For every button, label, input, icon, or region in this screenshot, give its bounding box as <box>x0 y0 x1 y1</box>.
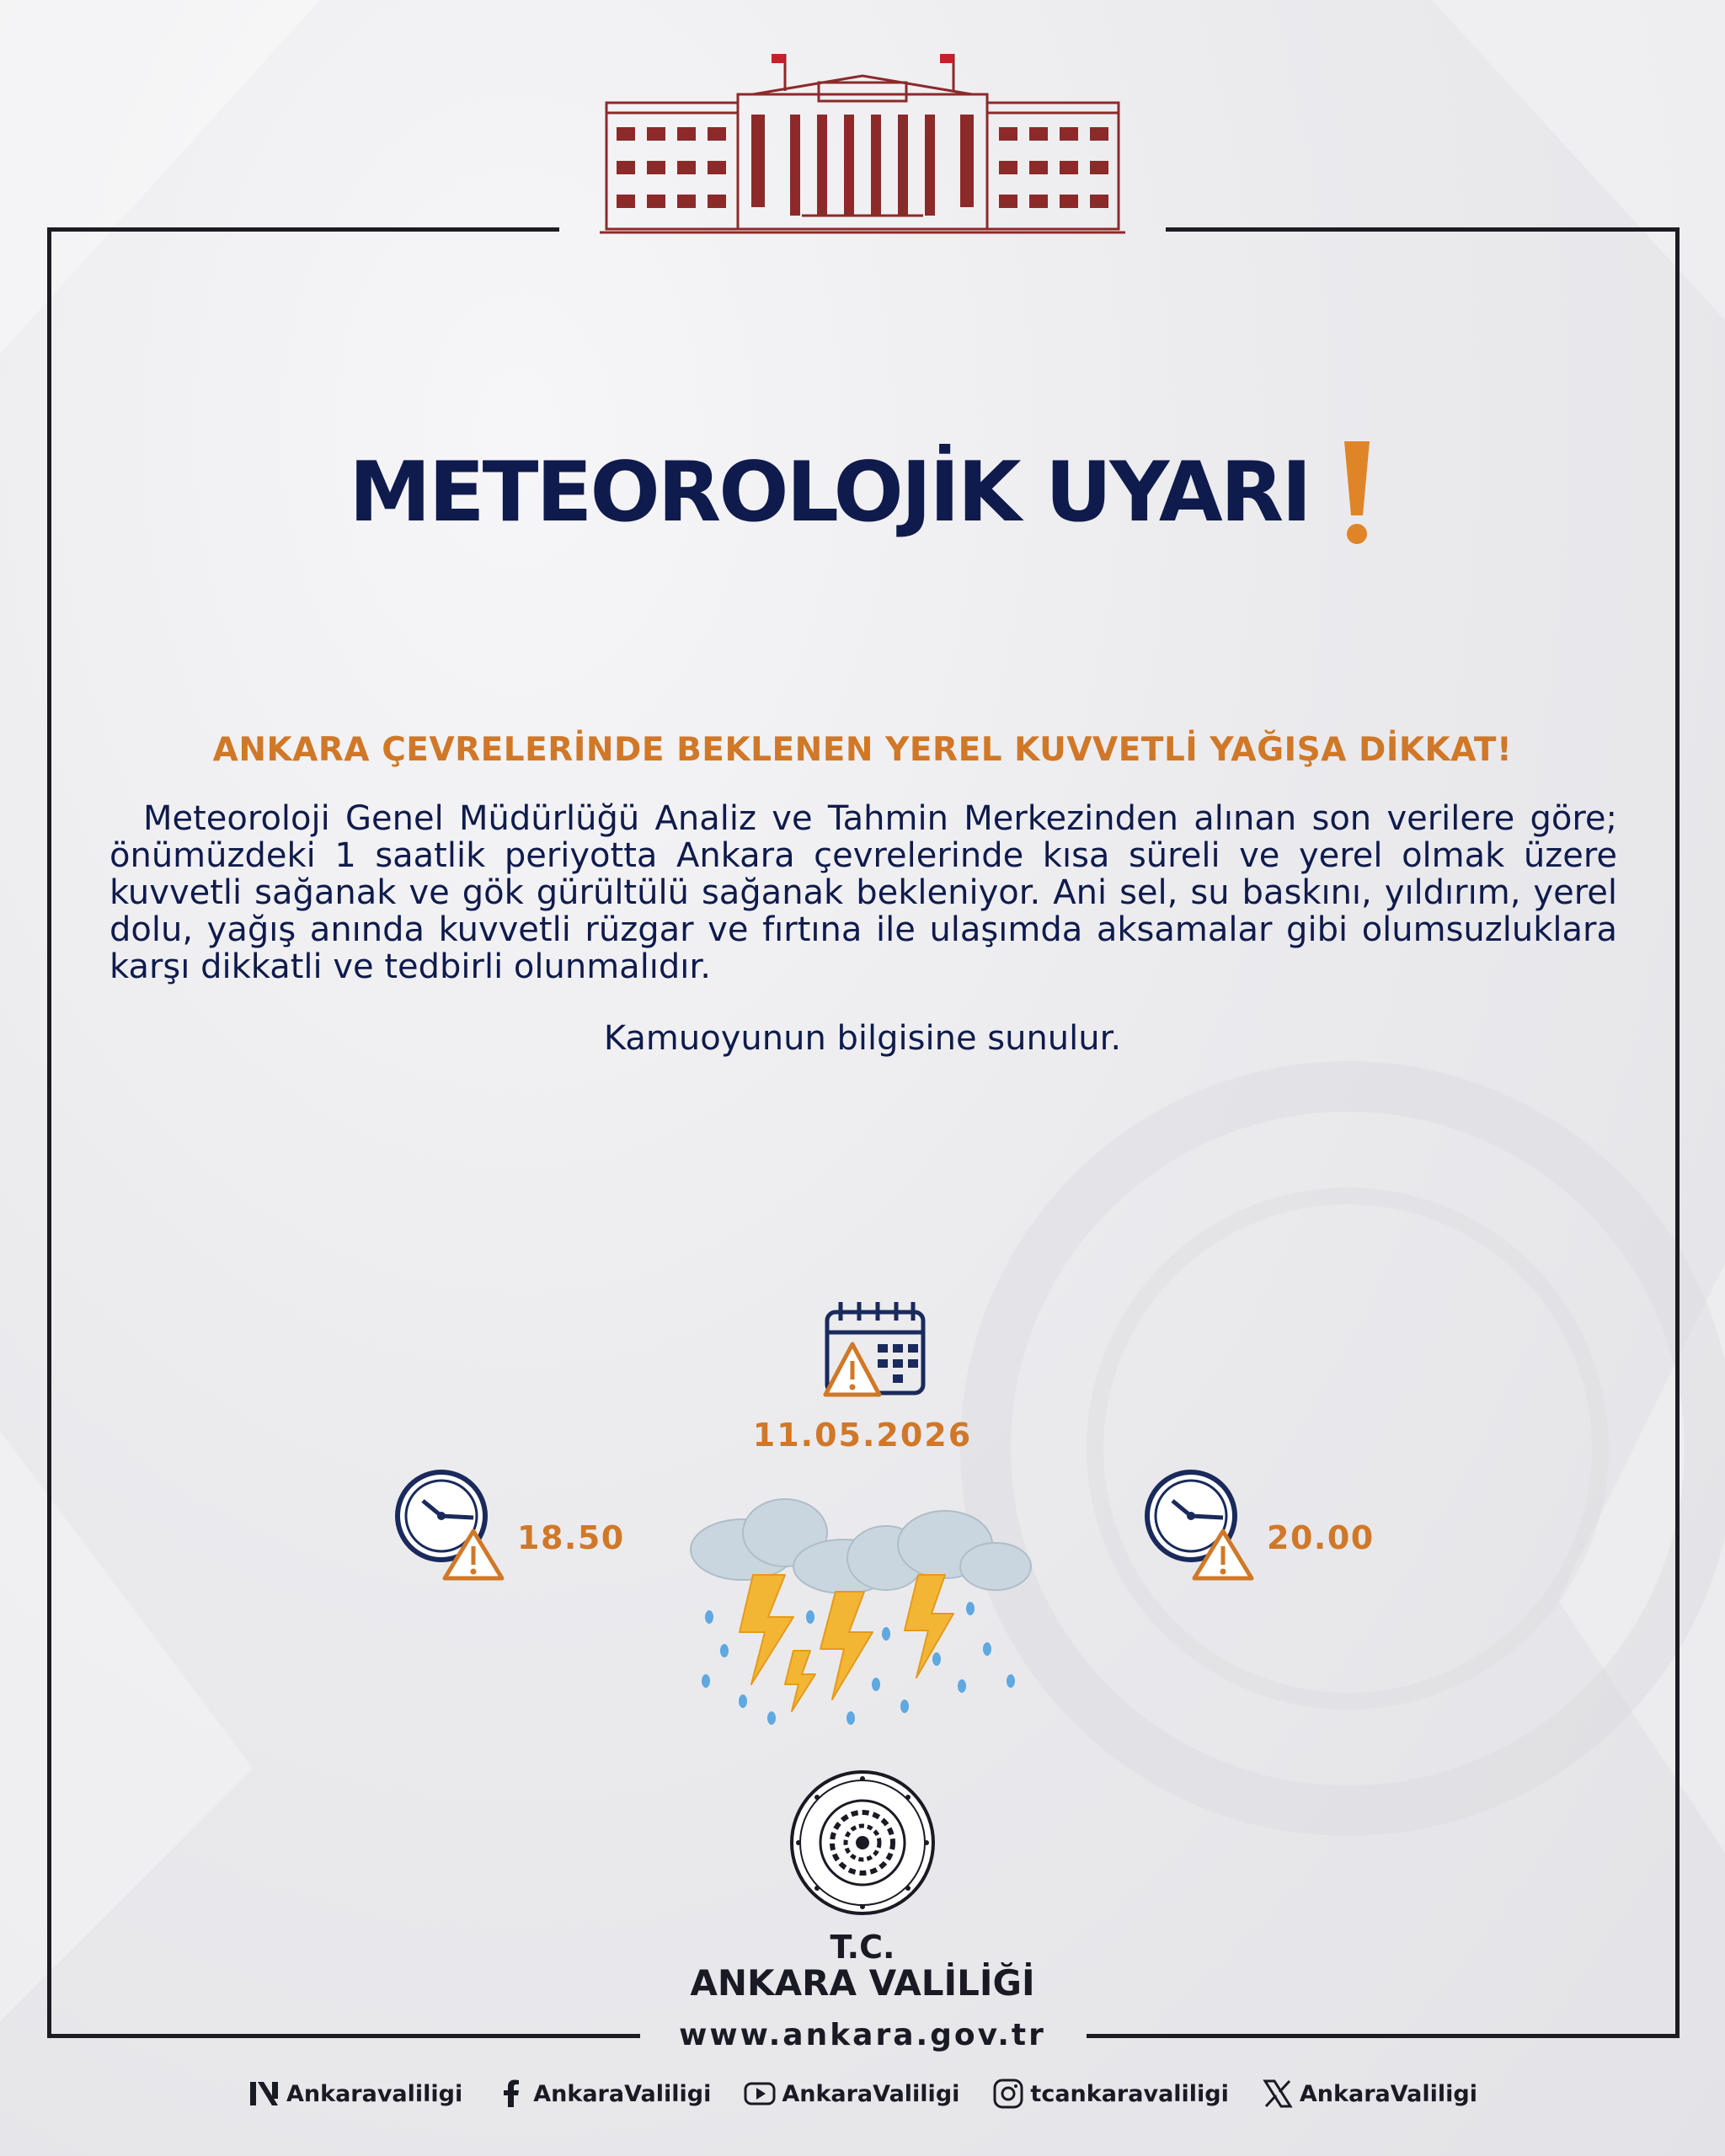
page-title: METEOROLOJİK UYARI <box>349 445 1310 541</box>
website-link[interactable]: www.ankara.gov.tr <box>679 2018 1046 2052</box>
alert-body: Meteoroloji Genel Müdürlüğü Analiz ve Tahmin Merkezinden alınan son verilere göre; önümüzdeki 1 saatlik periyotta Ankara çevrelerinde kısa süreli ve yerel olmak üzere kuvvetli sağanak ve gök gürültülü sağanak bekleniyor. Ani sel, su baskını, yıldırım, yerel dolu, yağış anında kuvvetli rüzgar ve fırtına ile ulaşımda aksamalar gibi olumsuzluklara karşı dikkatli ve tedbirli olunmalıdır. <box>109 799 1617 986</box>
social-handle: AnkaraValiligi <box>533 2080 712 2107</box>
social-instagram[interactable] <box>991 2077 1229 2111</box>
governorship-seal-icon <box>788 1769 937 1917</box>
social-facebook[interactable] <box>494 2077 711 2111</box>
start-time: 18.50 <box>517 1519 625 1556</box>
frame-top-left <box>47 227 559 232</box>
instagram-icon <box>991 2077 1025 2111</box>
institution-name: ANKARA VALİLİĞİ <box>690 1962 1035 2004</box>
social-nsosyal[interactable] <box>248 2077 462 2111</box>
clock-warning-icon <box>1142 1467 1257 1582</box>
social-handle: AnkaraValiligi <box>1299 2080 1477 2107</box>
alert-subtitle: ANKARA ÇEVRELERİNDE BEKLENEN YEREL KUVVETLİ YAĞIŞA DİKKAT! <box>212 731 1513 769</box>
social-handle: AnkaraValiligi <box>782 2080 960 2107</box>
closing-text: Kamuoyunun bilgisine sunulur. <box>603 1019 1122 1058</box>
clock-warning-icon <box>393 1467 507 1582</box>
frame-top-right <box>1166 227 1680 232</box>
governorship-building-icon <box>600 47 1125 239</box>
thunderstorm-icon <box>684 1491 1038 1735</box>
alert-date: 11.05.2026 <box>752 1417 973 1454</box>
social-x[interactable] <box>1261 2077 1477 2111</box>
exclamation-icon <box>1338 438 1376 547</box>
social-handle: Ankaravaliligi <box>286 2080 463 2107</box>
social-links <box>0 2072 1725 2116</box>
title-row <box>0 438 1725 547</box>
end-time: 20.00 <box>1267 1519 1375 1556</box>
calendar-warning-icon <box>822 1297 930 1405</box>
x-icon <box>1261 2077 1295 2111</box>
youtube-icon <box>743 2077 777 2111</box>
social-youtube[interactable] <box>743 2077 959 2111</box>
tc-label: T.C. <box>830 1929 895 1966</box>
facebook-icon <box>494 2077 528 2111</box>
nsosyal-icon <box>248 2077 281 2111</box>
social-handle: tcankaravaliligi <box>1030 2080 1229 2107</box>
